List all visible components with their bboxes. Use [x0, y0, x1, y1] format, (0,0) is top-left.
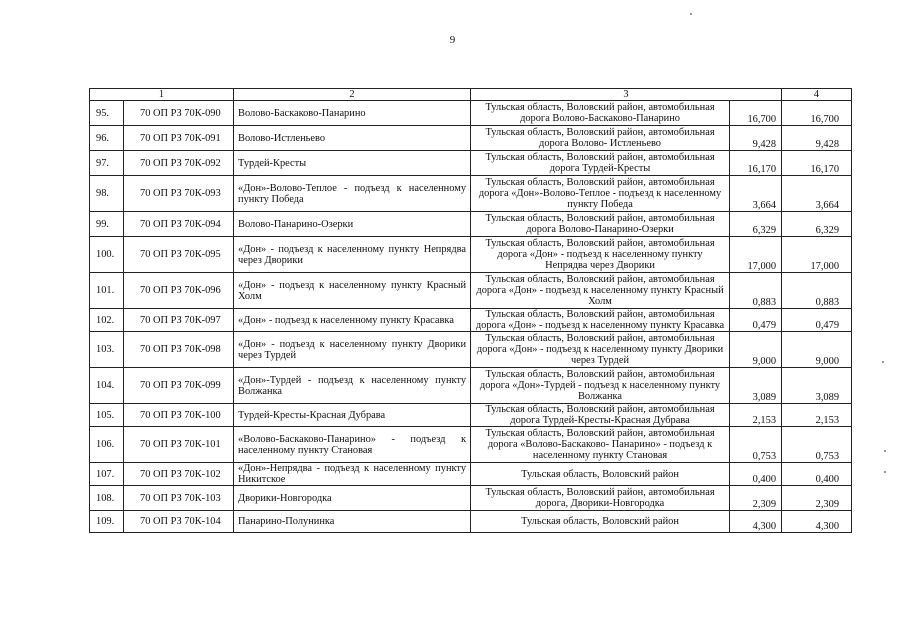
header-cell-4: 4	[782, 89, 852, 101]
road-name: Панарино-Полунинка	[234, 511, 471, 533]
table-header-row	[90, 89, 852, 101]
row-number: 98.	[90, 176, 124, 212]
road-length-total: 9,000	[782, 332, 852, 368]
road-location: Тульская область, Воловский район, автомобильная дорога «Дон»-Турдей - подъезд к населенному пункту Волжанка	[471, 368, 730, 404]
road-name: «Дон»-Волово-Теплое - подъезд к населенному пункту Победа	[234, 176, 471, 212]
road-location: Тульская область, Воловский район, автомобильная дорога «Волово-Баскаково- Панарино» - подъезд к населенному пункту Становая	[471, 427, 730, 463]
road-length: 6,329	[730, 212, 782, 237]
road-length: 9,000	[730, 332, 782, 368]
road-length: 3,089	[730, 368, 782, 404]
road-name: Волово-Баскаково-Панарино	[234, 101, 471, 126]
road-length-total: 4,300	[782, 511, 852, 533]
road-name: «Дон»-Непрядва - подъезд к населенному пункту Никитское	[234, 463, 471, 486]
table-row	[90, 237, 852, 273]
road-length: 16,170	[730, 151, 782, 176]
roads-table	[89, 88, 852, 533]
road-length-total: 16,700	[782, 101, 852, 126]
road-name: Волово-Панарино-Озерки	[234, 212, 471, 237]
road-length-total: 0,400	[782, 463, 852, 486]
table-row	[90, 486, 852, 511]
roads-table-body	[90, 89, 852, 533]
table-row	[90, 332, 852, 368]
road-length-total: 17,000	[782, 237, 852, 273]
road-id-code: 70 ОП РЗ 70К-092	[124, 151, 234, 176]
road-length: 4,300	[730, 511, 782, 533]
row-number: 97.	[90, 151, 124, 176]
road-location: Тульская область, Воловский район, автомобильная дорога «Дон» - подъезд к населенному пункту Красный Холм	[471, 273, 730, 309]
row-number: 102.	[90, 309, 124, 332]
road-location: Тульская область, Воловский район, автомобильная дорога Волово- Истленьево	[471, 126, 730, 151]
page-number: 9	[449, 34, 456, 46]
table-row	[90, 511, 852, 533]
road-length-total: 3,089	[782, 368, 852, 404]
row-number: 99.	[90, 212, 124, 237]
road-length-total: 6,329	[782, 212, 852, 237]
road-length: 0,883	[730, 273, 782, 309]
road-name: «Волово-Баскаково-Панарино» - подъезд к населенному пункту Становая	[234, 427, 471, 463]
road-length-total: 0,753	[782, 427, 852, 463]
road-name: «Дон»-Турдей - подъезд к населенному пункту Волжанка	[234, 368, 471, 404]
road-length: 17,000	[730, 237, 782, 273]
table-row	[90, 404, 852, 427]
table-row	[90, 368, 852, 404]
table-row	[90, 176, 852, 212]
road-length-total: 9,428	[782, 126, 852, 151]
road-length-total: 16,170	[782, 151, 852, 176]
road-id-code: 70 ОП РЗ 70К-094	[124, 212, 234, 237]
road-id-code: 70 ОП РЗ 70К-090	[124, 101, 234, 126]
row-number: 107.	[90, 463, 124, 486]
road-length-total: 2,153	[782, 404, 852, 427]
header-cell-2: 2	[234, 89, 471, 101]
road-location: Тульская область, Воловский район, автомобильная дорога Волово-Панарино-Озерки	[471, 212, 730, 237]
road-location: Тульская область, Воловский район, автомобильная дорога Волово-Баскаково-Панарино	[471, 101, 730, 126]
row-number: 101.	[90, 273, 124, 309]
row-number: 100.	[90, 237, 124, 273]
road-name: «Дон» - подъезд к населенному пункту Дворики через Турдей	[234, 332, 471, 368]
road-length: 9,428	[730, 126, 782, 151]
row-number: 106.	[90, 427, 124, 463]
header-cell-3: 3	[471, 89, 782, 101]
road-length: 0,400	[730, 463, 782, 486]
row-number: 109.	[90, 511, 124, 533]
row-number: 105.	[90, 404, 124, 427]
header-cell-1: 1	[90, 89, 234, 101]
road-location: Тульская область, Воловский район, автомобильная дорога «Дон» - подъезд к населенному пункту Красавка	[471, 309, 730, 332]
scan-speck	[690, 13, 692, 15]
road-name: Турдей-Кресты	[234, 151, 471, 176]
road-location: Тульская область, Воловский район	[471, 511, 730, 533]
road-id-code: 70 ОП РЗ 70К-100	[124, 404, 234, 427]
road-location: Тульская область, Воловский район, автомобильная дорога «Дон» - подъезд к населенному пункту Непрядва через Дворики	[471, 237, 730, 273]
table-row	[90, 101, 852, 126]
road-id-code: 70 ОП РЗ 70К-102	[124, 463, 234, 486]
road-id-code: 70 ОП РЗ 70К-104	[124, 511, 234, 533]
road-location: Тульская область, Воловский район	[471, 463, 730, 486]
scan-speck	[884, 471, 886, 473]
table-row	[90, 309, 852, 332]
table-row	[90, 126, 852, 151]
road-length-total: 0,479	[782, 309, 852, 332]
road-id-code: 70 ОП РЗ 70К-093	[124, 176, 234, 212]
table-row	[90, 212, 852, 237]
road-id-code: 70 ОП РЗ 70К-098	[124, 332, 234, 368]
road-id-code: 70 ОП РЗ 70К-103	[124, 486, 234, 511]
road-length: 2,153	[730, 404, 782, 427]
table-row	[90, 463, 852, 486]
scan-speck	[882, 361, 884, 363]
row-number: 108.	[90, 486, 124, 511]
road-id-code: 70 ОП РЗ 70К-101	[124, 427, 234, 463]
road-location: Тульская область, Воловский район, автомобильная дорога «Дон»-Волово-Теплое - подъезд к населенному пункту Победа	[471, 176, 730, 212]
road-length: 16,700	[730, 101, 782, 126]
road-id-code: 70 ОП РЗ 70К-097	[124, 309, 234, 332]
row-number: 95.	[90, 101, 124, 126]
road-id-code: 70 ОП РЗ 70К-095	[124, 237, 234, 273]
table-row	[90, 427, 852, 463]
road-name: Дворики-Новгородка	[234, 486, 471, 511]
road-name: «Дон» - подъезд к населенному пункту Красный Холм	[234, 273, 471, 309]
table-row	[90, 273, 852, 309]
road-location: Тульская область, Воловский район, автомобильная дорога Турдей-Кресты-Красная Дубрава	[471, 404, 730, 427]
road-name: Турдей-Кресты-Красная Дубрава	[234, 404, 471, 427]
road-id-code: 70 ОП РЗ 70К-096	[124, 273, 234, 309]
road-length-total: 0,883	[782, 273, 852, 309]
road-length: 3,664	[730, 176, 782, 212]
road-name: «Дон» - подъезд к населенному пункту Непрядва через Дворики	[234, 237, 471, 273]
road-length-total: 2,309	[782, 486, 852, 511]
road-length: 0,479	[730, 309, 782, 332]
row-number: 104.	[90, 368, 124, 404]
scan-speck	[884, 450, 886, 452]
road-name: «Дон» - подъезд к населенному пункту Красавка	[234, 309, 471, 332]
road-id-code: 70 ОП РЗ 70К-091	[124, 126, 234, 151]
road-length: 2,309	[730, 486, 782, 511]
road-location: Тульская область, Воловский район, автомобильная дорога, Дворики-Новгородка	[471, 486, 730, 511]
road-name: Волово-Истленьево	[234, 126, 471, 151]
road-location: Тульская область, Воловский район, автомобильная дорога «Дон» - подъезд к населенному пункту Дворики через Турдей	[471, 332, 730, 368]
row-number: 103.	[90, 332, 124, 368]
road-length: 0,753	[730, 427, 782, 463]
road-location: Тульская область, Воловский район, автомобильная дорога Турдей-Кресты	[471, 151, 730, 176]
road-length-total: 3,664	[782, 176, 852, 212]
table-row	[90, 151, 852, 176]
road-id-code: 70 ОП РЗ 70К-099	[124, 368, 234, 404]
row-number: 96.	[90, 126, 124, 151]
